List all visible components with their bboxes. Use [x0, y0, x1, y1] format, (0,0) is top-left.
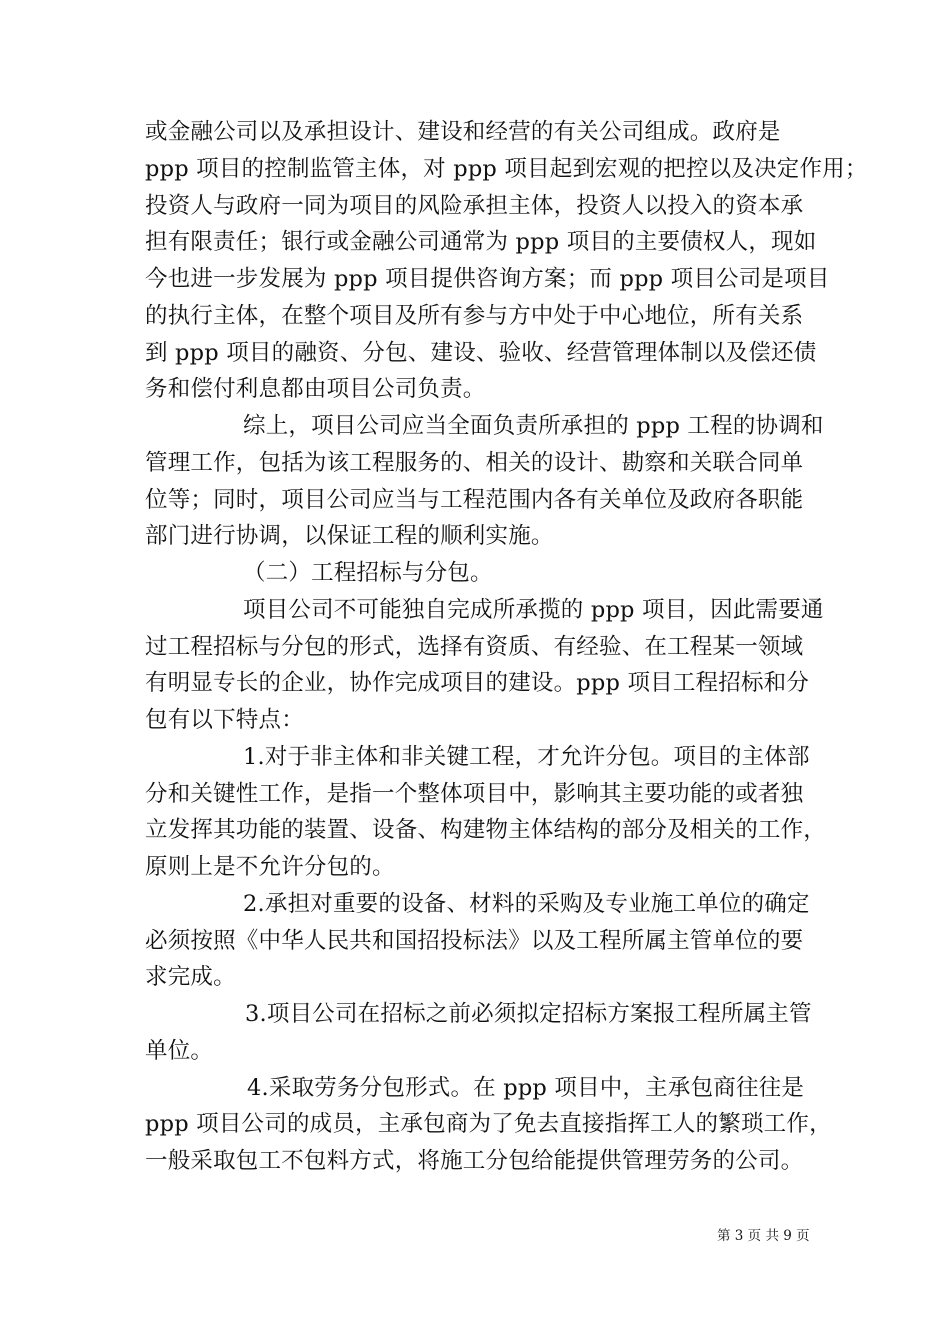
text-line: 一般采取包工不包料方式，将施工分包给能提供管理劳务的公司。: [145, 1148, 804, 1174]
text-line: 部门进行协调，以保证工程的顺利实施。: [145, 523, 554, 549]
text-line: 包有以下特点：: [145, 707, 304, 733]
text-line: 必须按照《中华人民共和国招投标法》以及工程所属主管单位的要: [145, 928, 804, 954]
page-number-footer: 第 3 页 共 9 页: [717, 1228, 810, 1244]
list-item-3: 3.项目公司在招标之前必须拟定招标方案报工程所属主管: [245, 1001, 812, 1027]
text-line: 到 ppp 项目的融资、分包、建设、验收、经营管理体制以及偿还债: [145, 340, 817, 366]
text-line: ppp 项目公司的成员，主承包商为了免去直接指挥工人的繁琐工作，: [145, 1111, 832, 1137]
list-item-4: 4.采取劳务分包形式。在 ppp 项目中，主承包商往往是: [247, 1075, 805, 1101]
text-line: 担有限责任；银行或金融公司通常为 ppp 项目的主要债权人，现如: [145, 229, 817, 255]
text-line: 位等；同时，项目公司应当与工程范围内各有关单位及政府各职能: [145, 487, 804, 513]
text-line: 的执行主体，在整个项目及所有参与方中处于中心地位，所有关系: [145, 303, 804, 329]
text-line: 求完成。: [145, 964, 236, 990]
list-item-1: 1.对于非主体和非关键工程，才允许分包。项目的主体部: [243, 744, 810, 770]
text-line: 管理工作，包括为该工程服务的、相关的设计、勘察和关联合同单: [145, 450, 804, 476]
text-line: 分和关键性工作，是指一个整体项目中，影响其主要功能的或者独: [145, 781, 804, 807]
text-line: 立发挥其功能的装置、设备、构建物主体结构的部分及相关的工作，: [145, 817, 827, 843]
text-line: 今也进一步发展为 ppp 项目提供咨询方案；而 ppp 项目公司是项目: [145, 266, 830, 292]
text-line: 务和偿付利息都由项目公司负责。: [145, 376, 486, 402]
text-line: ppp 项目的控制监管主体，对 ppp 项目起到宏观的把控以及决定作用；: [145, 156, 868, 182]
text-line: 投资人与政府一同为项目的风险承担主体，投资人以投入的资本承: [145, 193, 804, 219]
text-line: 有明显专长的企业，协作完成项目的建设。ppp 项目工程招标和分: [145, 670, 810, 696]
list-item-2: 2.承担对重要的设备、材料的采购及专业施工单位的确定: [243, 891, 810, 917]
text-line: 单位。: [145, 1038, 214, 1064]
text-line: 过工程招标与分包的形式，选择有资质、有经验、在工程某一领域: [145, 634, 804, 660]
section-heading: （二）工程招标与分包。: [243, 560, 493, 586]
text-line: 或金融公司以及承担设计、建设和经营的有关公司组成。政府是: [145, 119, 781, 145]
text-line: 原则上是不允许分包的。: [145, 854, 395, 880]
paragraph-start-line: 项目公司不可能独自完成所承揽的 ppp 项目，因此需要通: [243, 597, 824, 623]
paragraph-start-line: 综上，项目公司应当全面负责所承担的 ppp 工程的协调和: [243, 413, 824, 439]
